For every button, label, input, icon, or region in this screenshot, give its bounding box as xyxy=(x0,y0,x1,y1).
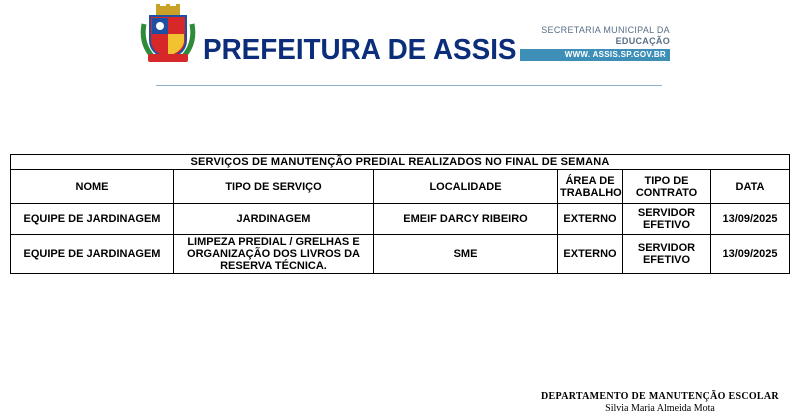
website-link[interactable]: WWW. ASSIS.SP.GOV.BR xyxy=(520,49,670,61)
cell-contrato: SERVIDOR EFETIVO xyxy=(623,204,711,235)
cell-data: 13/09/2025 xyxy=(711,235,790,274)
secretaria-block xyxy=(520,25,670,61)
cell-data: 13/09/2025 xyxy=(711,204,790,235)
page-title: PREFEITURA DE ASSIS xyxy=(203,34,517,66)
cell-localidade: EMEIF DARCY RIBEIRO xyxy=(374,204,558,235)
table-row xyxy=(11,204,790,235)
table-row xyxy=(11,235,790,274)
footer-signatory: Silvia Maria Almeida Mota xyxy=(605,403,715,414)
header-divider xyxy=(156,85,662,86)
column-header-tipo-servico: TIPO DE SERVIÇO xyxy=(174,170,374,204)
maintenance-table xyxy=(10,154,790,274)
cell-nome: EQUIPE DE JARDINAGEM xyxy=(11,235,174,274)
cell-area: EXTERNO xyxy=(558,204,623,235)
secretaria-line1: SECRETARIA MUNICIPAL DA xyxy=(541,25,670,35)
column-header-contrato: TIPO DE CONTRATO xyxy=(623,170,711,204)
signature-footer xyxy=(530,391,790,414)
secretaria-line2: EDUCAÇÃO xyxy=(615,36,670,46)
column-header-nome: NOME xyxy=(11,170,174,204)
cell-localidade: SME xyxy=(374,235,558,274)
cell-contrato: SERVIDOR EFETIVO xyxy=(623,235,711,274)
column-header-area: ÁREA DE TRABALHO xyxy=(558,170,623,204)
cell-nome: EQUIPE DE JARDINAGEM xyxy=(11,204,174,235)
cell-tipo-servico: JARDINAGEM xyxy=(174,204,374,235)
cell-area: EXTERNO xyxy=(558,235,623,274)
table-caption: SERVIÇOS DE MANUTENÇÃO PREDIAL REALIZADOS NO FINAL DE SEMANA xyxy=(11,155,790,170)
city-coat-of-arms-icon xyxy=(138,4,198,66)
column-header-localidade: LOCALIDADE xyxy=(374,170,558,204)
column-header-data: DATA xyxy=(711,170,790,204)
footer-department: DEPARTAMENTO DE MANUTENÇÃO ESCOLAR xyxy=(541,391,779,402)
cell-tipo-servico: LIMPEZA PREDIAL / GRELHAS E ORGANIZAÇÃO DOS LIVROS DA RESERVA TÉCNICA. xyxy=(174,235,374,274)
